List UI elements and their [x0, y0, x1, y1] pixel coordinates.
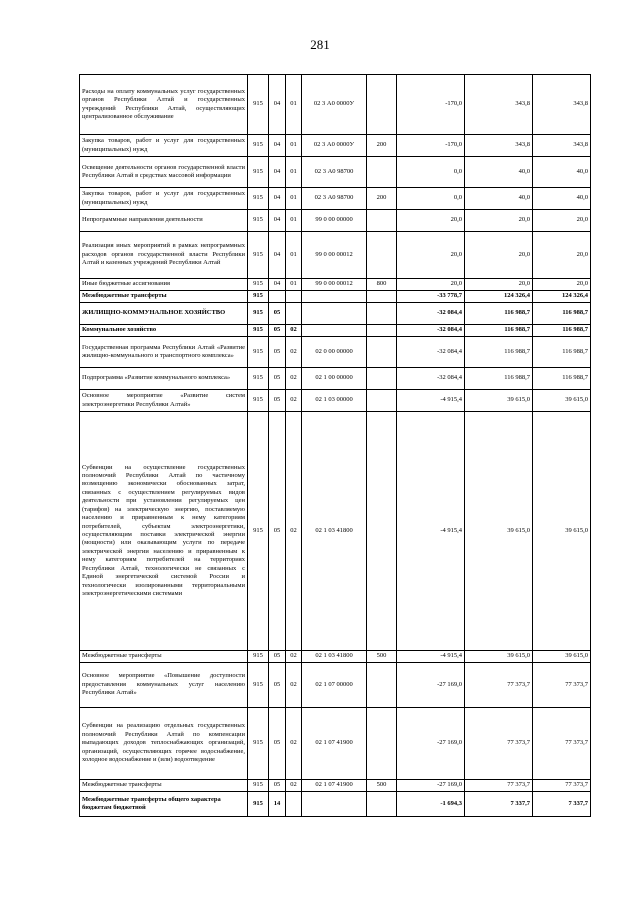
amount-year2-cell: 39 615,0 [465, 412, 533, 651]
amount-year3-cell: 20,0 [533, 232, 591, 279]
row-name-cell: Межбюджетные трансферты [80, 780, 248, 792]
ministry-code-cell: 915 [248, 390, 269, 412]
subsection-code-cell: 01 [286, 75, 302, 135]
amount-change-cell: -33 778,7 [397, 291, 465, 303]
amount-year2-cell: 20,0 [465, 210, 533, 232]
target-article-cell: 02 1 07 00000 [302, 663, 367, 708]
amount-year3-cell: 40,0 [533, 188, 591, 210]
target-article-cell: 02 3 А0 98700 [302, 157, 367, 188]
subsection-code-cell: 01 [286, 232, 302, 279]
target-article-cell: 02 0 00 00000 [302, 337, 367, 368]
expense-type-cell [367, 157, 397, 188]
table-row [80, 337, 591, 368]
amount-year3-cell: 40,0 [533, 157, 591, 188]
expense-type-cell [367, 75, 397, 135]
amount-year3-cell: 124 326,4 [533, 291, 591, 303]
amount-change-cell: -32 084,4 [397, 337, 465, 368]
section-code-cell: 04 [269, 232, 286, 279]
row-name-cell: ЖИЛИЩНО-КОММУНАЛЬНОЕ ХОЗЯЙСТВО [80, 303, 248, 325]
expense-type-cell [367, 210, 397, 232]
row-name-cell: Реализация иных мероприятий в рамках непрограммных расходов органов государственной власти Республики Алтай и казенных учреждений Республики Алтай [80, 232, 248, 279]
ministry-code-cell: 915 [248, 291, 269, 303]
amount-change-cell: -27 169,0 [397, 780, 465, 792]
table-row [80, 291, 591, 303]
target-article-cell [302, 291, 367, 303]
row-name-cell: Межбюджетные трансферты [80, 651, 248, 663]
expense-type-cell [367, 337, 397, 368]
subsection-code-cell: 01 [286, 279, 302, 291]
subsection-code-cell: 02 [286, 390, 302, 412]
target-article-cell: 02 1 07 41900 [302, 708, 367, 780]
table-row [80, 412, 591, 651]
table-row [80, 792, 591, 817]
expense-type-cell [367, 232, 397, 279]
section-code-cell: 05 [269, 708, 286, 780]
ministry-code-cell: 915 [248, 792, 269, 817]
amount-change-cell: -4 915,4 [397, 390, 465, 412]
expense-type-cell: 200 [367, 188, 397, 210]
amount-year2-cell: 7 337,7 [465, 792, 533, 817]
subsection-code-cell: 01 [286, 135, 302, 157]
subsection-code-cell: 02 [286, 412, 302, 651]
amount-change-cell: -32 084,4 [397, 303, 465, 325]
ministry-code-cell: 915 [248, 651, 269, 663]
table-row [80, 135, 591, 157]
amount-year2-cell: 39 615,0 [465, 651, 533, 663]
section-code-cell: 04 [269, 135, 286, 157]
amount-year2-cell: 77 373,7 [465, 780, 533, 792]
expense-type-cell [367, 368, 397, 390]
expense-type-cell: 200 [367, 135, 397, 157]
target-article-cell: 99 0 00 00000 [302, 210, 367, 232]
amount-year2-cell: 20,0 [465, 232, 533, 279]
amount-change-cell: -32 084,4 [397, 325, 465, 337]
target-article-cell: 02 3 А0 0000У [302, 135, 367, 157]
amount-change-cell: 0,0 [397, 188, 465, 210]
target-article-cell: 02 3 А0 98700 [302, 188, 367, 210]
amount-year3-cell: 77 373,7 [533, 708, 591, 780]
amount-year2-cell: 116 988,7 [465, 303, 533, 325]
ministry-code-cell: 915 [248, 663, 269, 708]
amount-change-cell: -4 915,4 [397, 651, 465, 663]
amount-year3-cell: 116 988,7 [533, 303, 591, 325]
amount-year3-cell: 116 988,7 [533, 337, 591, 368]
target-article-cell: 02 1 03 00000 [302, 390, 367, 412]
amount-year2-cell: 116 988,7 [465, 325, 533, 337]
amount-year2-cell: 77 373,7 [465, 708, 533, 780]
amount-change-cell: -170,0 [397, 135, 465, 157]
expense-type-cell: 500 [367, 780, 397, 792]
expense-type-cell [367, 792, 397, 817]
expense-type-cell [367, 291, 397, 303]
expense-type-cell: 500 [367, 651, 397, 663]
section-code-cell: 05 [269, 780, 286, 792]
target-article-cell: 02 1 00 00000 [302, 368, 367, 390]
subsection-code-cell: 02 [286, 337, 302, 368]
section-code-cell: 05 [269, 303, 286, 325]
row-name-cell: Субвенции на осуществление государственных полномочий Республики Алтай по частичному возмещению экономически обоснованных затрат, связанных с осуществлением регулируемых видов деятельности при установлении регулируемых цен (тарифов) на электрическую энергию, поставляемую населению и приравненным к нему категориям потребителей, субъектам электроэнергетики, осуществляющим поставки электрической энергии (мощности) или оказывающим услуги по передаче электрической энергии населению и приравненным к нему категориям потребителей на территориях Республики Алтай, технологически не связанных с Единой энергетической системой России и технологически изолированными территориальными электроэнергетическими системами [80, 412, 248, 651]
expense-type-cell: 800 [367, 279, 397, 291]
amount-year2-cell: 116 988,7 [465, 337, 533, 368]
amount-year3-cell: 77 373,7 [533, 663, 591, 708]
row-name-cell: Иные бюджетные ассигнования [80, 279, 248, 291]
table-row [80, 75, 591, 135]
ministry-code-cell: 915 [248, 75, 269, 135]
amount-change-cell: -4 915,4 [397, 412, 465, 651]
subsection-code-cell: 01 [286, 210, 302, 232]
subsection-code-cell [286, 792, 302, 817]
section-code-cell [269, 291, 286, 303]
section-code-cell: 05 [269, 663, 286, 708]
amount-year3-cell: 116 988,7 [533, 325, 591, 337]
amount-change-cell: 20,0 [397, 279, 465, 291]
expense-type-cell [367, 325, 397, 337]
row-name-cell: Межбюджетные трансферты [80, 291, 248, 303]
row-name-cell: Основное мероприятие «Развитие систем электроэнергетики Республики Алтай» [80, 390, 248, 412]
subsection-code-cell: 02 [286, 663, 302, 708]
section-code-cell: 05 [269, 390, 286, 412]
table-row [80, 157, 591, 188]
amount-change-cell: 0,0 [397, 157, 465, 188]
budget-table [79, 74, 591, 817]
target-article-cell [302, 792, 367, 817]
amount-year2-cell: 20,0 [465, 279, 533, 291]
section-code-cell: 05 [269, 368, 286, 390]
table-row [80, 303, 591, 325]
row-name-cell: Непрограммные направления деятельности [80, 210, 248, 232]
section-code-cell: 04 [269, 210, 286, 232]
target-article-cell: 02 3 А0 0000У [302, 75, 367, 135]
ministry-code-cell: 915 [248, 412, 269, 651]
section-code-cell: 05 [269, 651, 286, 663]
ministry-code-cell: 915 [248, 325, 269, 337]
section-code-cell: 04 [269, 279, 286, 291]
target-article-cell: 99 0 00 00012 [302, 279, 367, 291]
table-row [80, 390, 591, 412]
subsection-code-cell: 02 [286, 708, 302, 780]
subsection-code-cell: 02 [286, 780, 302, 792]
section-code-cell: 04 [269, 188, 286, 210]
expense-type-cell [367, 390, 397, 412]
target-article-cell: 02 1 03 41800 [302, 412, 367, 651]
row-name-cell: Коммунальное хозяйство [80, 325, 248, 337]
amount-year2-cell: 124 326,4 [465, 291, 533, 303]
table-row [80, 325, 591, 337]
table-row [80, 279, 591, 291]
ministry-code-cell: 915 [248, 210, 269, 232]
ministry-code-cell: 915 [248, 780, 269, 792]
ministry-code-cell: 915 [248, 368, 269, 390]
amount-year2-cell: 343,8 [465, 135, 533, 157]
amount-year3-cell: 343,8 [533, 75, 591, 135]
ministry-code-cell: 915 [248, 708, 269, 780]
row-name-cell: Закупка товаров, работ и услуг для государственных (муниципальных) нужд [80, 135, 248, 157]
ministry-code-cell: 915 [248, 303, 269, 325]
target-article-cell [302, 325, 367, 337]
expense-type-cell [367, 708, 397, 780]
expense-type-cell [367, 303, 397, 325]
amount-year3-cell: 39 615,0 [533, 412, 591, 651]
target-article-cell [302, 303, 367, 325]
table-row [80, 232, 591, 279]
amount-year3-cell: 20,0 [533, 210, 591, 232]
target-article-cell: 02 1 07 41900 [302, 780, 367, 792]
row-name-cell: Межбюджетные трансферты общего характера бюджетам бюджетной [80, 792, 248, 817]
expense-type-cell [367, 412, 397, 651]
subsection-code-cell: 02 [286, 651, 302, 663]
subsection-code-cell [286, 291, 302, 303]
subsection-code-cell: 02 [286, 368, 302, 390]
subsection-code-cell: 01 [286, 157, 302, 188]
row-name-cell: Освещение деятельности органов государственной власти Республики Алтай в средствах массовой информации [80, 157, 248, 188]
row-name-cell: Подпрограмма «Развитие коммунального комплекса» [80, 368, 248, 390]
table-row [80, 651, 591, 663]
row-name-cell: Закупка товаров, работ и услуг для государственных (муниципальных) нужд [80, 188, 248, 210]
section-code-cell: 05 [269, 412, 286, 651]
amount-change-cell: -32 084,4 [397, 368, 465, 390]
expense-type-cell [367, 663, 397, 708]
amount-change-cell: 20,0 [397, 210, 465, 232]
row-name-cell: Основное мероприятие «Повышение доступности предоставления коммунальных услуг населению Республики Алтай» [80, 663, 248, 708]
amount-year3-cell: 343,8 [533, 135, 591, 157]
row-name-cell: Субвенции на реализацию отдельных государственных полномочий Республики Алтай по компенсации выпадающих доходов теплоснабжающих организаций, организаций, осуществляющих горячее водоснабжение, холодное водоснабжение и (или) водоотведение [80, 708, 248, 780]
row-name-cell: Расходы на оплату коммунальных услуг государственных органов Республики Алтай и государственных учреждений Республики Алтай, осуществляющих централизованное обслуживание [80, 75, 248, 135]
section-code-cell: 04 [269, 75, 286, 135]
section-code-cell: 05 [269, 325, 286, 337]
amount-year2-cell: 39 615,0 [465, 390, 533, 412]
ministry-code-cell: 915 [248, 188, 269, 210]
amount-year3-cell: 77 373,7 [533, 780, 591, 792]
amount-change-cell: -1 694,3 [397, 792, 465, 817]
section-code-cell: 05 [269, 337, 286, 368]
section-code-cell: 04 [269, 157, 286, 188]
table-row [80, 368, 591, 390]
amount-year3-cell: 39 615,0 [533, 390, 591, 412]
amount-year2-cell: 343,8 [465, 75, 533, 135]
amount-change-cell: -170,0 [397, 75, 465, 135]
amount-change-cell: -27 169,0 [397, 708, 465, 780]
amount-year3-cell: 39 615,0 [533, 651, 591, 663]
section-code-cell: 14 [269, 792, 286, 817]
page-number: 281 [310, 37, 330, 52]
amount-year3-cell: 20,0 [533, 279, 591, 291]
amount-year2-cell: 40,0 [465, 157, 533, 188]
ministry-code-cell: 915 [248, 279, 269, 291]
subsection-code-cell: 01 [286, 188, 302, 210]
ministry-code-cell: 915 [248, 337, 269, 368]
amount-year2-cell: 116 988,7 [465, 368, 533, 390]
target-article-cell: 02 1 03 41800 [302, 651, 367, 663]
ministry-code-cell: 915 [248, 232, 269, 279]
target-article-cell: 99 0 00 00012 [302, 232, 367, 279]
subsection-code-cell [286, 303, 302, 325]
amount-year2-cell: 77 373,7 [465, 663, 533, 708]
ministry-code-cell: 915 [248, 157, 269, 188]
amount-year3-cell: 7 337,7 [533, 792, 591, 817]
amount-change-cell: 20,0 [397, 232, 465, 279]
table-row [80, 780, 591, 792]
budget-table-body [80, 75, 591, 817]
table-row [80, 210, 591, 232]
table-row [80, 663, 591, 708]
row-name-cell: Государственная программа Республики Алтай «Развитие жилищно-коммунального и транспортного комплекса» [80, 337, 248, 368]
amount-year3-cell: 116 988,7 [533, 368, 591, 390]
table-row [80, 708, 591, 780]
ministry-code-cell: 915 [248, 135, 269, 157]
amount-change-cell: -27 169,0 [397, 663, 465, 708]
subsection-code-cell: 02 [286, 325, 302, 337]
amount-year2-cell: 40,0 [465, 188, 533, 210]
table-row [80, 188, 591, 210]
